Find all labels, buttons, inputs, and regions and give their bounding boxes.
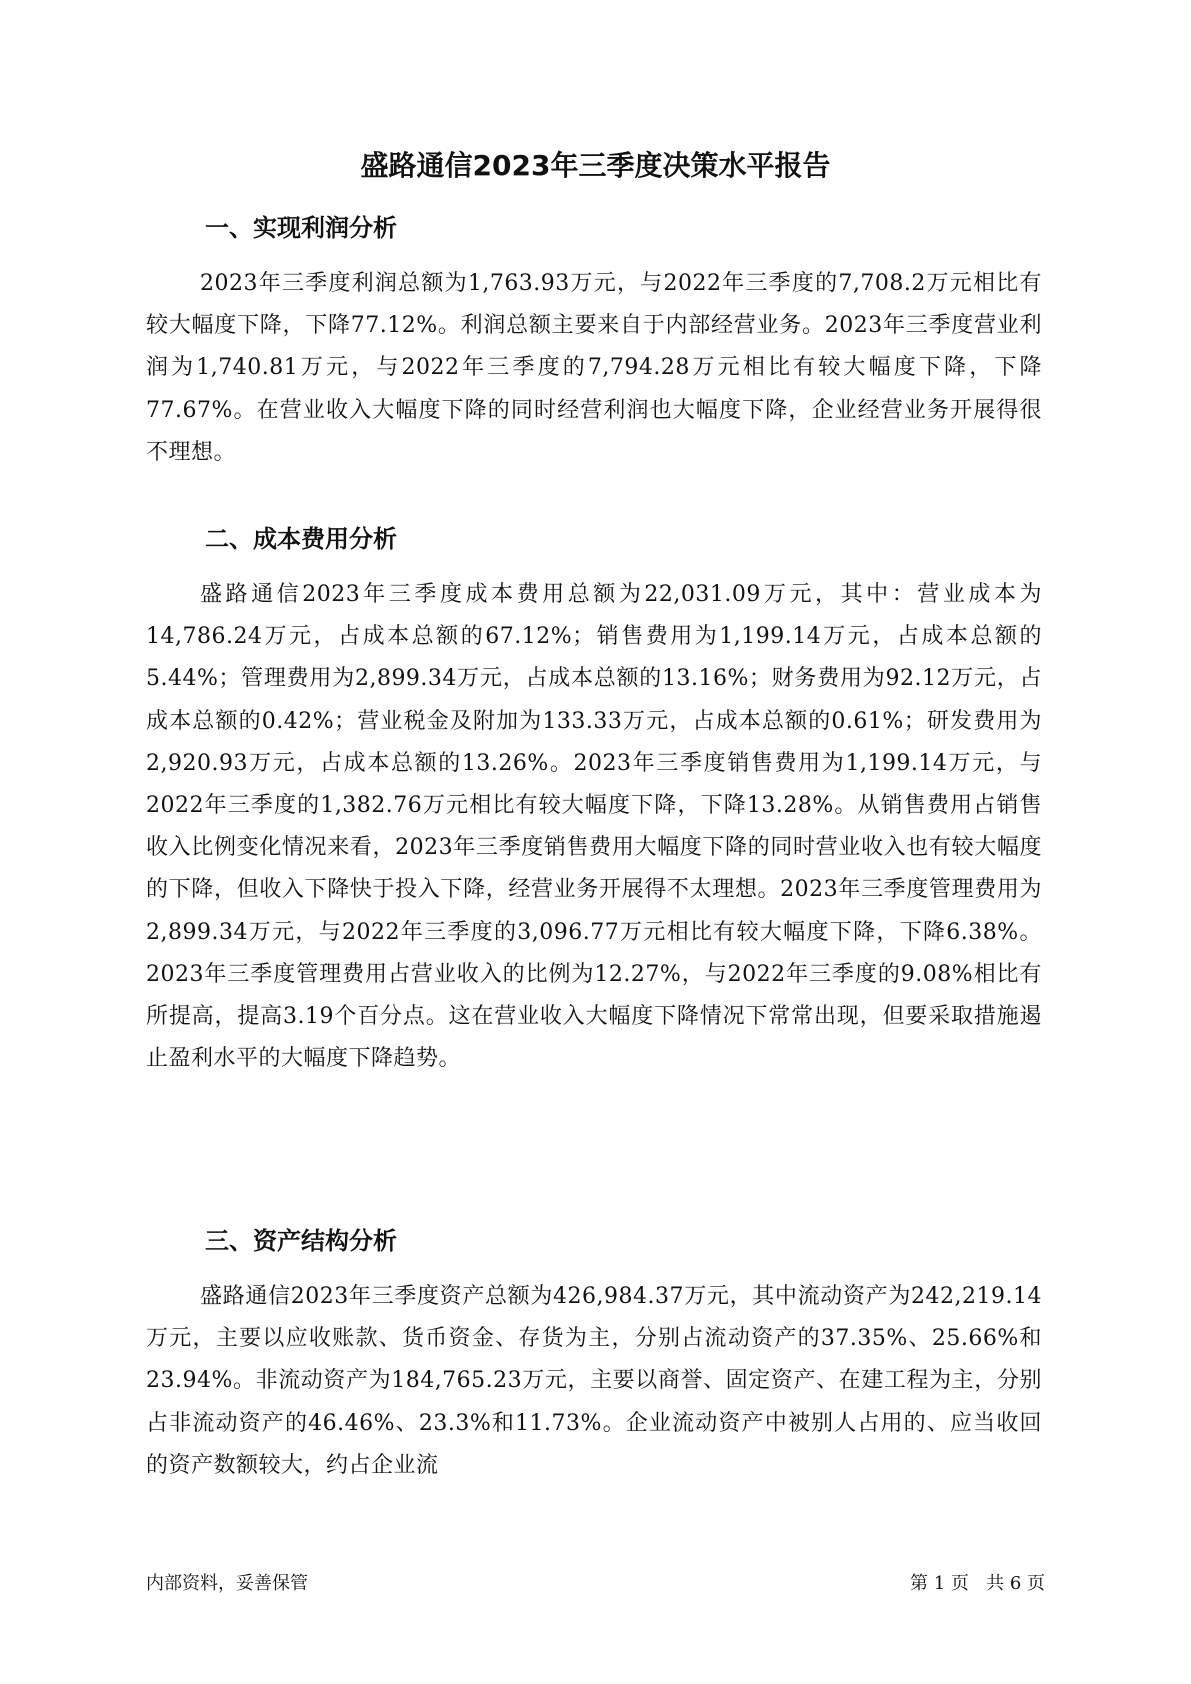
footer-confidential-note: 内部资料，妥善保管 (146, 1573, 308, 1594)
section-paragraph-cost: 盛路通信2023年三季度成本费用总额为22,031.09万元，其中：营业成本为14,786.24万元，占成本总额的67.12%；销售费用为1,199.14万元，占成本总额的5.44%；管理费用为2,899.34万元，占成本总额的13.16%；财务费用为92.12万元，占成本总额的0.42%；营业税金及附加为133.33万元，占成本总额的0.61%；研发费用为2,920.93万元，占成本总额的13.26%。2023年三季度销售费用为1,199.14万元，与2022年三季度的1,382.76万元相比有较大幅度下降，下降13.28%。从销售费用占销售收入比例变化情况来看，2023年三季度销售费用大幅度下降的同时营业收入也有较大幅度的下降，但收入下降快于投入下降，经营业务开展得不太理想。2023年三季度管理费用为2,899.34万元，与2022年三季度的3,096.77万元相比有较大幅度下降，下降6.38%。2023年三季度管理费用占营业收入的比例为12.27%，与2022年三季度的9.08%相比有所提高，提高3.19个百分点。这在营业收入大幅度下降情况下常常出现，但要采取措施遏止盈利水平的大幅度下降趋势。 (146, 582, 1042, 1072)
document-title: 盛路通信2023年三季度决策水平报告 (360, 149, 831, 182)
section-heading-assets: 三、资产结构分析 (205, 1227, 397, 1255)
footer-page-number: 第 1 页 共 6 页 (910, 1573, 1045, 1594)
section-heading-cost: 二、成本费用分析 (205, 525, 397, 553)
section-paragraph-profit: 2023年三季度利润总额为1,763.93万元，与2022年三季度的7,708.2万元相比有较大幅度下降，下降77.12%。利润总额主要来自于内部经营业务。2023年三季度营业利润为1,740.81万元，与2022年三季度的7,794.28万元相比有较大幅度下降，下降77.67%。在营业收入大幅度下降的同时经营利润也大幅度下降，企业经营业务开展得很不理想。 (146, 271, 1042, 465)
section-heading-profit: 一、实现利润分析 (205, 214, 397, 242)
section-paragraph-assets: 盛路通信2023年三季度资产总额为426,984.37万元，其中流动资产为242,219.14万元，主要以应收账款、货币资金、存货为主，分别占流动资产的37.35%、25.66%和23.94%。非流动资产为184,765.23万元，主要以商誉、固定资产、在建工程为主，分别占非流动资产的46.46%、23.3%和11.73%。企业流动资产中被别人占用的、应当收回的资产数额较大，约占企业流 (146, 1284, 1042, 1478)
